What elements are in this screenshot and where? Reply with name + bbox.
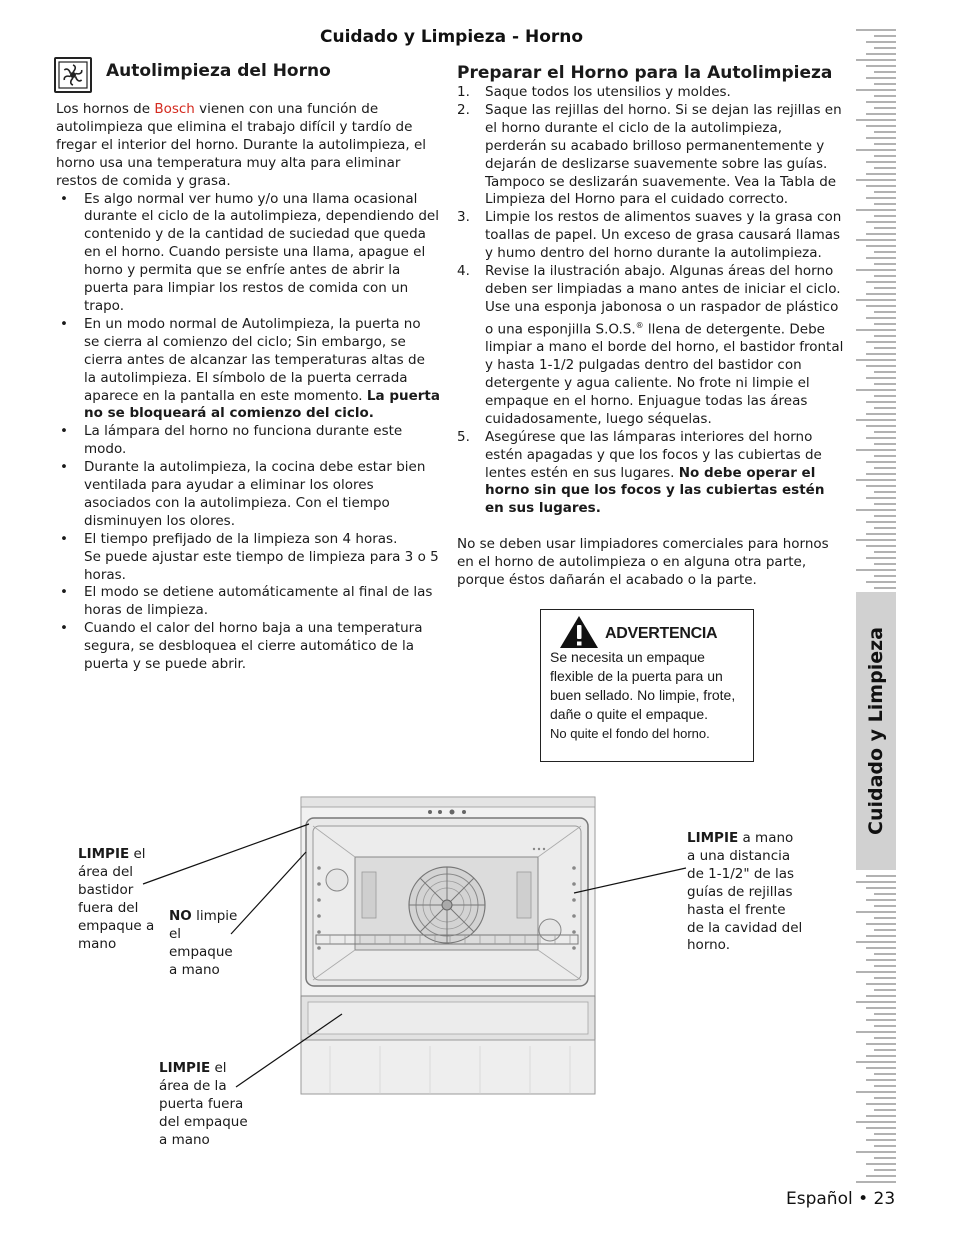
list-item: 2. Saque las rejillas del horno. Si se dejan las rejillas en el horno durante el ciclo de la autolimpieza, perderán su acabado brilloso permanentemente y dejarán de deslizarse suavemente sobre las guías. Tampoco se deslizarán suavemente. Vea la Tabla de Limpieza del Horno para el cuidado correcto. bbox=[457, 101, 842, 208]
list-item: 4. Revise la ilustración abajo. Algunas áreas del horno deben ser limpiadas a mano antes de iniciar el ciclo. Use una esponja jabonosa o un raspador de plástico o una esponjilla S.O.S.® llena de detergente. Debe limpiar a mano el borde del horno, el bastidor frontal y hasta 1-1/2 pulgadas dentro del bastidor con detergente y agua caliente. No frote ni limpie el empaque en el horno. Enjuague todas las áreas cuidadosamente, luego séquelas. bbox=[457, 263, 844, 427]
section-title-preparar: Preparar el Horno para la Autolimpieza bbox=[457, 63, 833, 83]
intro-paragraph: Los hornos de Bosch vienen con una función de autolimpieza que elimina el trabajo difícil y tardío de fregar el interior del horno. Durante la autolimpieza, el horno usa una temperatura muy alta para eliminar restos de comida y grasa. bbox=[56, 101, 427, 189]
list-item: 3. Limpie los restos de alimentos suaves y la grasa con toallas de papel. Un exceso de grasa causará llamas y humo dentro del horno durante la autolimpieza. bbox=[457, 209, 842, 262]
list-item: • El tiempo prefijado de la limpieza son 4 horas. Se puede ajustar este tiempo de limpieza para 3 o 5 horas. bbox=[56, 531, 440, 585]
list-item: 5. Asegúrese que las lámparas interiores del horno estén apagadas y que los focos y las cubiertas de lentes estén en sus lugares. No debe operar el horno sin que los focos y las cubiertas estén en sus lugares. bbox=[457, 428, 825, 517]
warning-note: No quite el fondo del horno. bbox=[550, 726, 710, 741]
list-item: • Durante la autolimpieza, la cocina debe estar bien ventilada para ayudar a eliminar los olores asociados con la autolimpieza. Con el tiempo disminuyen los olores. bbox=[56, 459, 440, 531]
list-item: • Cuando el calor del horno baja a una temperatura segura, se desbloquea el cierre automático de la puerta y se puede abrir. bbox=[56, 620, 440, 674]
closing-paragraph: No se deben usar limpiadores comerciales para hornos en el horno de autolimpieza o en alguna otra parte, porque éstos dañarán el acabado o la parte. bbox=[457, 536, 829, 589]
brand-name: Bosch bbox=[154, 101, 195, 117]
warning-body: Se necesita un empaque flexible de la puerta para un buen sellado. No limpie, frote, dañe o quite el empaque. No quite el fondo del horno. bbox=[550, 648, 750, 743]
page-header: Cuidado y Limpieza - Horno bbox=[320, 27, 584, 47]
callout-guides: LIMPIE a mano a una distancia de 1-1/2" de las guías de rejillas hasta el frente de la cavidad del horno. bbox=[687, 830, 803, 954]
side-tab bbox=[856, 592, 896, 870]
warning-title: ADVERTENCIA bbox=[605, 625, 718, 642]
list-item: 1. Saque todos los utensilios y moldes. bbox=[457, 84, 731, 100]
callout-gasket: NO limpie el empaque a mano bbox=[169, 908, 238, 978]
list-item: • La lámpara del horno no funciona durante este modo. bbox=[56, 423, 440, 459]
list-item: • El modo se detiene automáticamente al final de las horas de limpieza. bbox=[56, 584, 440, 620]
page-number: Español • 23 bbox=[786, 1189, 896, 1209]
list-item: • Es algo normal ver humo y/o una llama ocasional durante el ciclo de la autolimpieza, dependiendo del contenido y de la cantidad de suciedad que queda en el horno. Cuando persiste una llama, apague el horno y permita que se enfríe antes de abrir la puerta para limpiar los restos de comida con un trapo. bbox=[56, 191, 440, 316]
callout-frame: LIMPIE el área del bastidor fuera del empaque a mano bbox=[78, 846, 155, 952]
section-title-autolimpieza: Autolimpieza del Horno bbox=[106, 61, 331, 81]
callout-door: LIMPIE el área de la puerta fuera del empaque a mano bbox=[159, 1060, 248, 1148]
side-tab-label: Cuidado y Limpieza bbox=[865, 627, 887, 835]
list-item: • En un modo normal de Autolimpieza, la puerta no se cierra al comienzo del ciclo; Sin embargo, se cierra antes de alcanzar las temperaturas altas de la autolimpieza. El símbolo de la puerta cerrada aparece en la pantalla en este momento. La puerta no se bloqueará al comienzo del ciclo. bbox=[56, 316, 440, 423]
